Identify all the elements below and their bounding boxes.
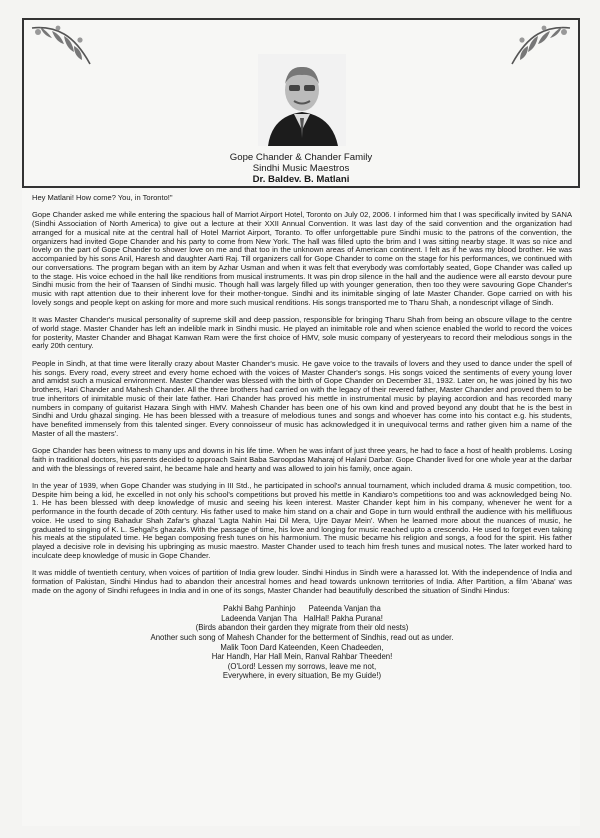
- paragraph: It was Master Chander's musical personality of supreme skill and deep passion, responsible for bringing Tharu Shah from being an obscure village to the centre of world stage. Master Chander has left an indelible mark in Sindhi music. He played an inimitable role and when science enabled the world to record the voices for posterity, Master Chander and Bhagat Kanwan Ram were the first choice of HMV, sole music company of yesteryears to record their melodious songs in the early 20th century.: [32, 315, 572, 351]
- verse-line: Pakhi Bahg Panhinjo Pateenda Vanjan tha: [223, 604, 381, 614]
- floral-ornament-icon: [30, 24, 94, 70]
- paragraph: In the year of 1939, when Gope Chander was studying in III Std., he participated in school's annual tournament, which included drama & music competition, too. Despite him being a kid, he excelled in not only his school's competitions but proved his mettle in Kandiaro's competitions too and was acknowledged being No. 1. He has been blessed with deep knowledge of music and seeing his keen interest. Master Chander kept him in his company, whenever he went for a performance in the fourth decade of 20th century. His father used to make him stand on a chair and Gope in turn would enthrall the audience with his mellifluous voice. He used to sing Bahadur Shah Zafar's ghazal 'Lagta Nahin Hai Dil Mera, Ujre Dayar Mein'. When he learned more about the nuances of music, he graduated to singing of K. L. Sehgal's ghazals. With the passage of time, his love and longing for music reached upto a crescendo. He used to forget even taking his meals at the stipulated time. He began composing fresh tunes on his harmonium. The music became his religion and songs, a food for the spirit. His father played a decisive role in devising his upbringing as music maestro. Master Chander used to teach him fresh tunes and musical notes. The later worked hard to inculcate deep knowledge of music in Gope Chander.: [32, 480, 572, 560]
- paragraph: Gope Chander has been witness to many ups and downs in his life time. When he was infant of just three years, he had to face a host of health problems. Losing faith in traditional doctors, his parents decided to approach Saint Baba Saroopdas Maharaj of Halani Darbar. Gope Chander lived for one whole year at the darbar and with the blessings of revered saint, he became hale and hearty and was allowed to join his family, once again.: [32, 446, 572, 473]
- paragraph: Hey Matlani! How come? You, in Toronto!": [32, 193, 173, 202]
- verse-line: Malik Toon Dard Kateenden, Keen Chadeeden,: [220, 642, 384, 652]
- article-subtitle: Sindhi Music Maestros: [252, 163, 350, 174]
- verse-line: (O'Lord! Lessen my sorrows, leave me not,: [227, 661, 377, 671]
- verse-line: Har Handh, Har Hall Mein, Ranval Rahbar Theeden!: [211, 652, 393, 662]
- paragraph: It was middle of twentieth century, when voices of partition of India grew louder. Sindhi Hindus in Sindh were a harassed lot. With the independence of India and formation of Pakistan, Sindhi Hindus had to abandon their ancestral homes and head towards unknown territories of India. After Partition, a film 'Abana' was made on the agony of Sindhi refugees in India and in one of its songs, Master Chander had beautifully described the situation of Sindhi Hindus:: [32, 568, 572, 595]
- article-body: [32, 194, 572, 681]
- song-verses: [32, 604, 572, 681]
- verse-line: (Birds abandon their garden they migrate from their old nests): [195, 623, 409, 633]
- document-page: [22, 18, 580, 826]
- header-divider: [22, 186, 580, 188]
- paragraph: Gope Chander asked me while entering the spacious hall of Marriot Airport Hotel, Toronto on July 02, 2006. I informed him that I was specifically invited by SANA (Sindhi Association of North America) to give out a lecture at their XXII Annual Convention. It was last day of the said convention and the organization had arranged for a musical nite at the central hall of Hotel Marriot Airport, Toranto. To offer unforgettable pure Sindhi music to the patrons of the convention, the organizers had invited Gope Chander and his party to come from New York. The hall was filled upto the brim and I was sitting nearby stage. It was so nice and lovely on the part of Gope Chander to shower love on me and that too in the unknown areas of American continent. I felt as if he was my blood brother. He was accompanied by his sons Anil, Haresh and daughter Aarti Raj. Till organizers call for Gope Chander to come on the stage for his performances, we continued with our conversations. The program began with an item by Azhar Usman and when it was felt that everybody was comfortably seated, Gope Chander was called up to the stage. His voice echoed in the hall like renditions from musical instruments. It was pin drop silence in the hall and the audience were all earsto devour pure Sindhi music from the heir of Taansen of Sindhi music. Though hall was largely filled up with younger generation, then too they were savouring Gope Chander's music with rapt attention due to their inherent love for their mother-tongue. Sindhi and its inimitable singing of late Master Chander. Gope carried on with his lovely songs and people kept on asking for more and more such musical renditions. His songs transported me to Tharu Shah, a nondescript village of Sindh.: [32, 210, 572, 307]
- portrait-photo: [258, 54, 346, 146]
- floral-ornament-icon: [508, 24, 572, 70]
- article-author: Dr. Baldev. B. Matlani: [252, 174, 350, 185]
- verse-line: Another such song of Mahesh Chander for the betterment of Sindhis, read out as under.: [150, 632, 454, 642]
- paragraph: People in Sindh, at that time were literally crazy about Master Chander's music. He gave voice to the travails of lovers and they used to dance under the spell of his songs. Every road, every street and every home echoed with the voices of Master Chander's songs. His songs voiced the sentiments of every young lover and amidst such a musical environment. Master Chander was blessed with the birth of Gope Chander on December 31, 1932. Later on, he was joined by his two brothers, Hari Chander and Mahesh Chander. All the three brothers had carried on with the legacy of their revered father, Master Chander and proved them to be true inheritors of inimitable music of their late father. Hari Chander has proved his mettle in instrumental music by playing accordion and has recorded many numbers in company of guitarist Hazara Singh with HMV. Mahesh Chander has been one of his own kind and proved beyond any doubt that he is the best in Sindhi and Urdu ghazal singing. He has been blessed with a treasure of melodious tunes and songs and whoever has come into his contact e.g. his students, have benefited immensely from this talented singer. Every connoisseur of music has acknowledged it in unequivocal terms and rather given him a name of the Master of all the masters'.: [32, 358, 572, 438]
- verse-line: Everywhere, in every situation, Be my Guide!): [222, 671, 382, 681]
- article-header: [22, 152, 580, 185]
- article-subject: Gope Chander & Chander Family: [229, 152, 373, 163]
- verse-line: Ladeenda Vanjan Tha HalHal! Pakha Purana!: [221, 613, 383, 623]
